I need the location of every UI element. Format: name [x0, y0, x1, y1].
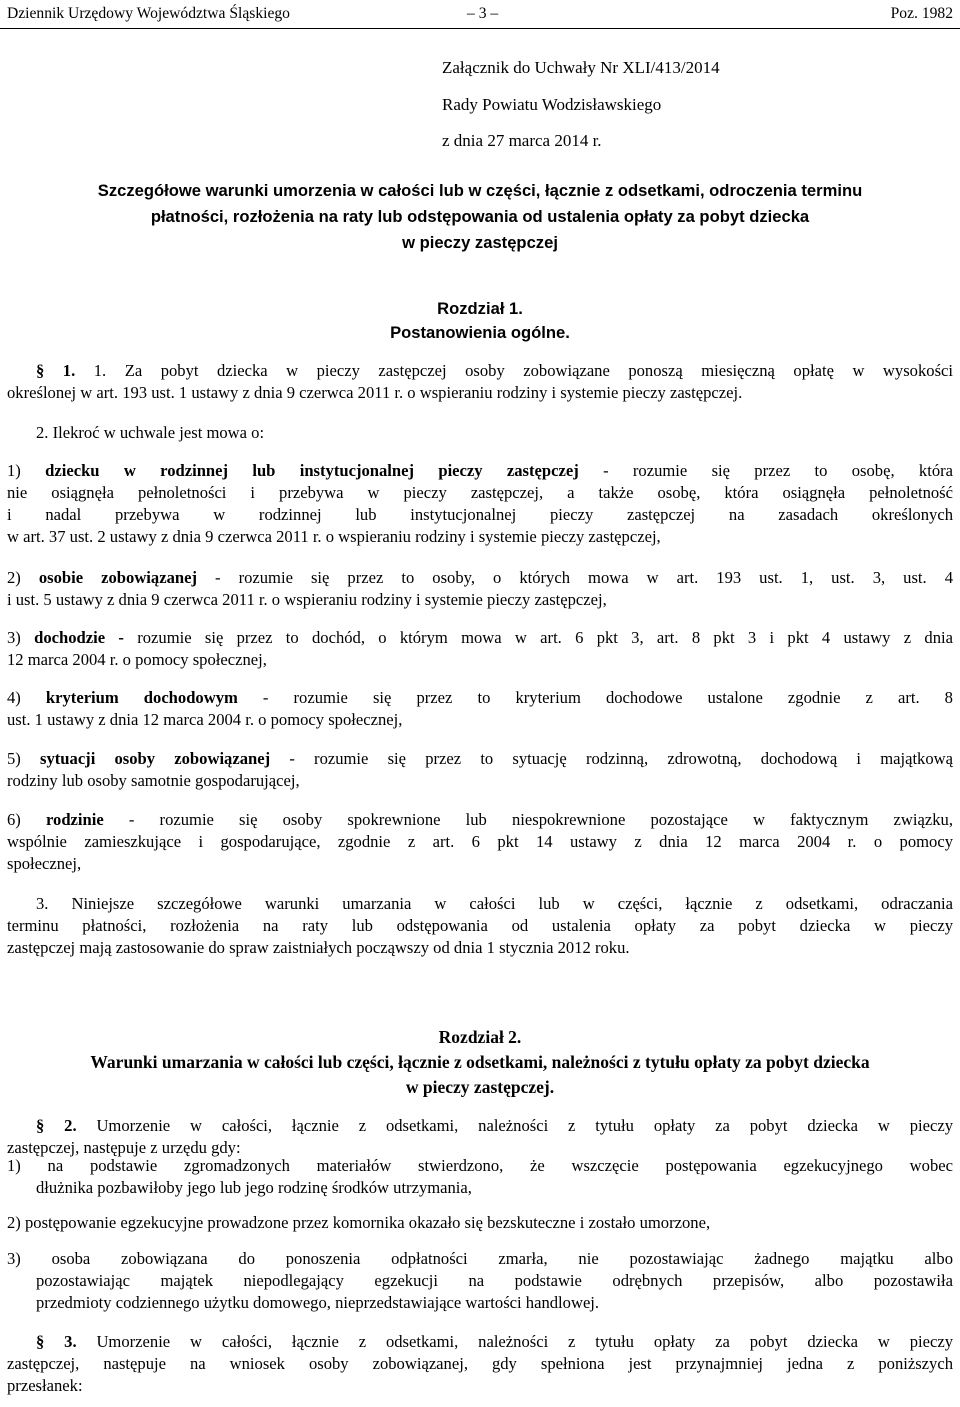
list-item-line: 2) postępowanie egzekucyjne prowadzone przez komornika okazało się bezskuteczne i zostało umorzone,: [7, 1213, 711, 1232]
defined-term: dziecku w rodzinnej lub instytucjonalnej pieczy zastępczej: [45, 461, 579, 480]
paragraph-3: [7, 893, 953, 959]
journal-title: Dziennik Urzędowy Województwa Śląskiego: [7, 5, 290, 22]
document-title-line-3: w pieczy zastępczej: [402, 233, 558, 252]
chapter-1-heading: Rozdział 1.: [437, 299, 523, 318]
position-number: Poz. 1982: [890, 5, 953, 22]
definition-line: i ust. 5 ustawy z dnia 9 czerwca 2011 r. o wspieraniu rodziny i systemie pieczy zastępczej,: [7, 590, 607, 609]
subsection-number: 1.: [93, 361, 107, 380]
section-text: Umorzenie w całości, łącznie z odsetkami, należności z tytułu opłaty za pobyt dziecka w pieczy: [96, 1332, 954, 1351]
definition-line: w art. 37 ust. 2 ustawy z dnia 9 czerwca 2011 r. o wspieraniu rodziny i systemie pieczy zastępczej,: [7, 527, 661, 546]
chapter-2-heading: Rozdział 2.: [438, 1027, 522, 1047]
section-number: § 2.: [36, 1116, 77, 1135]
definition-item-4: [7, 687, 953, 731]
section-number: § 3.: [36, 1332, 77, 1351]
definition-line: [7, 627, 953, 649]
list-item-line: dłużnika pozbawiłoby jego lub jego rodzinę środków utrzymania,: [36, 1178, 472, 1197]
definition-text: - rozumie się przez to sytuację rodzinną, zdrowotną, dochodową i majątkową: [289, 749, 953, 768]
item-number: 4): [7, 688, 21, 707]
annex-line-1: Załącznik do Uchwały Nr XLI/413/2014: [442, 58, 720, 77]
document-title-line-1: Szczegółowe warunki umorzenia w całości lub w części, łącznie z odsetkami, odroczenia terminu: [97, 181, 863, 200]
paragraph-1: [7, 360, 953, 404]
item-number: 3): [7, 628, 21, 647]
definition-text: - rozumie się osoby spokrewnione lub niespokrewnione pozostające w faktycznym związku,: [128, 810, 953, 829]
section-3-line-2: zastępczej, następuje na wniosek osoby zobowiązanej, gdy spełniona jest przynajmniej jedna z poniższych: [7, 1354, 953, 1373]
item-number: 5): [7, 749, 21, 768]
definition-line: rodziny lub osoby samotnie gospodarującej,: [7, 771, 300, 790]
definition-item-5: [7, 748, 953, 792]
page-header: [0, 0, 960, 29]
annex-line-2: Rady Powiatu Wodzisławskiego: [442, 95, 662, 114]
section-number: § 1.: [36, 361, 76, 380]
definition-line: ust. 1 ustawy z dnia 12 marca 2004 r. o pomocy społecznej,: [7, 710, 403, 729]
section-3-line-1: [7, 1331, 953, 1353]
paragraph-text: Za pobyt dziecka w pieczy zastępczej osoby zobowiązane ponoszą miesięczną opłatę w wysokości: [124, 361, 953, 380]
defined-term: kryterium dochodowym: [45, 688, 238, 707]
list-item-line: 1) na podstawie zgromadzonych materiałów stwierdzono, że wszczęcie postępowania egzekucyjnego wobec: [7, 1156, 953, 1175]
chapter-2-title-line-2: w pieczy zastępczej.: [405, 1077, 555, 1097]
definition-text: - rozumie się przez to osobę, która: [603, 461, 954, 480]
paragraph-2-intro: 2. Ilekroć w uchwale jest mowa o:: [36, 423, 265, 442]
definition-line: wspólnie zamieszkujące i gospodarujące, zgodnie z art. 6 pkt 14 ustawy z dnia 12 marca 2004 r. o pomocy: [7, 832, 953, 851]
definition-line: [7, 748, 953, 770]
list-item-line: przedmioty codziennego użytku domowego, nieprzedstawiające wartości handlowej.: [36, 1293, 600, 1312]
definition-line: [7, 460, 953, 482]
defined-term: dochodzie -: [34, 628, 124, 647]
section-3: [7, 1331, 953, 1397]
list-item-1: [7, 1155, 953, 1199]
paragraph-3-line-2: terminu płatności, rozłożenia na raty lub odstępowania od ustalenia opłaty za pobyt dziecka w pieczy: [7, 916, 953, 935]
definition-item-2: [7, 567, 953, 611]
paragraph-1-line-1: [7, 360, 953, 382]
paragraph-1-line-2: określonej w art. 193 ust. 1 ustawy z dnia 9 czerwca 2011 r. o wspieraniu rodziny i systemie pieczy zastępczej.: [7, 383, 743, 402]
definition-item-6: [7, 809, 953, 875]
section-2-line-1: [7, 1115, 953, 1137]
defined-term: rodzinie: [45, 810, 104, 829]
definition-line: [7, 809, 953, 831]
list-item-3: [7, 1248, 953, 1314]
section-3-line-3: przesłanek:: [7, 1376, 83, 1395]
definition-item-1: [7, 460, 953, 548]
defined-term: sytuacji osoby zobowiązanej: [40, 749, 271, 768]
definition-line: [7, 567, 953, 589]
definition-line: 12 marca 2004 r. o pomocy społecznej,: [7, 650, 267, 669]
item-number: 2): [7, 568, 21, 587]
definition-item-3: [7, 627, 953, 671]
definition-line: i nadal przebywa w rodzinnej lub instytucjonalnej pieczy zastępczej na zasadach określonych: [7, 505, 953, 524]
paragraph-3-line-1: 3. Niniejsze szczegółowe warunki umarzania w całości lub w części, łącznie z odsetkami, odraczania: [36, 894, 953, 913]
list-item-2: [7, 1212, 953, 1234]
chapter-2-title-line-1: Warunki umarzania w całości lub części, łącznie z odsetkami, należności z tytułu opłaty za pobyt dziecka: [90, 1052, 870, 1072]
definition-line: społecznej,: [7, 854, 82, 873]
definition-text: - rozumie się przez to osoby, o których mowa w art. 193 ust. 1, ust. 3, ust. 4: [215, 568, 954, 587]
list-item-line: 3) osoba zobowiązana do ponoszenia odpłatności zmarła, nie pozostawiając żadnego majątku albo: [7, 1249, 953, 1268]
section-text: Umorzenie w całości, łącznie z odsetkami, należności z tytułu opłaty za pobyt dziecka w pieczy: [96, 1116, 954, 1135]
paragraph-3-line-3: zastępczej mają zastosowanie do spraw zaistniałych począwszy od dnia 1 stycznia 2012 roku.: [7, 938, 630, 957]
definition-text: rozumie się przez to dochód, o którym mowa w art. 6 pkt 3, art. 8 pkt 3 i pkt 4 ustawy z dnia: [137, 628, 953, 647]
section-2-line-2: zastępczej, następuje z urzędu gdy:: [7, 1138, 241, 1157]
chapter-1-subheading: Postanowienia ogólne.: [390, 323, 570, 342]
item-number: 1): [7, 461, 21, 480]
item-number: 6): [7, 810, 21, 829]
definition-text: - rozumie się przez to kryterium dochodowe ustalone zgodnie z art. 8: [262, 688, 953, 707]
definition-line: nie osiągnęła pełnoletności i przebywa w pieczy zastępczej, a także osobę, która osiągnęła pełnoletność: [7, 483, 953, 502]
list-item-line: pozostawiając majątek niepodlegający egzekucji na podstawie odrębnych przepisów, albo pozostawiła: [36, 1271, 953, 1290]
document-title-line-2: płatności, rozłożenia na raty lub odstępowania od ustalenia opłaty za pobyt dziecka: [150, 207, 810, 226]
page-number: – 3 –: [467, 5, 499, 22]
section-2: [7, 1115, 953, 1159]
annex-line-3: z dnia 27 marca 2014 r.: [442, 131, 602, 150]
definition-line: [7, 687, 953, 709]
defined-term: osobie zobowiązanej: [38, 568, 197, 587]
